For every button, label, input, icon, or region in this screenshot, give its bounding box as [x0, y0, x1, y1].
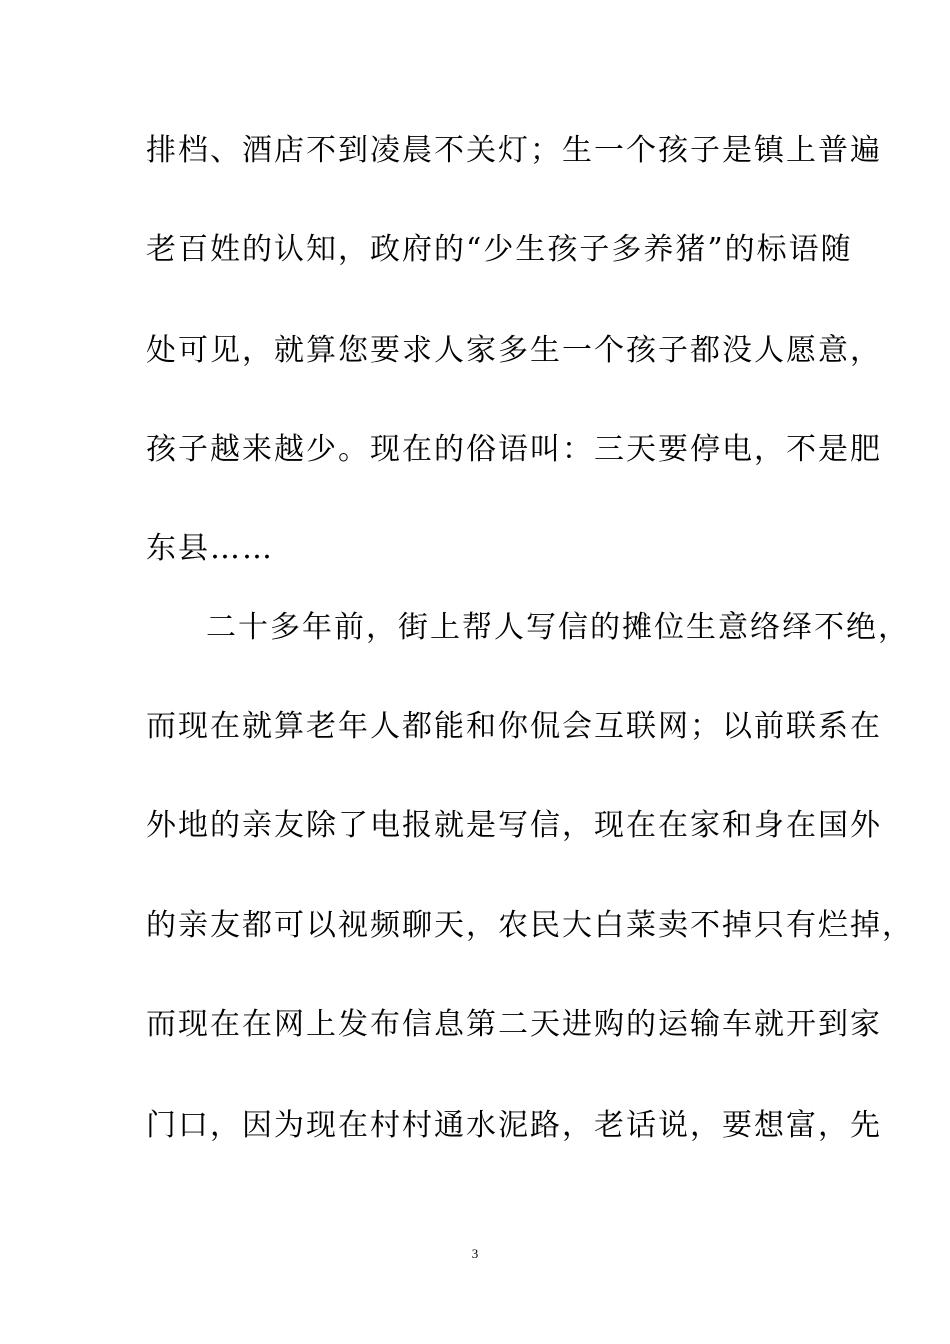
paragraph-first-line: 二十多年前，街上帮人写信的摊位生意络绎不绝，	[206, 610, 910, 645]
text-line: 外地的亲友除了电报就是写信，现在在家和身在国外	[146, 808, 882, 843]
text-line: 东县……	[146, 531, 274, 566]
text-line: 门口，因为现在村村通水泥路，老话说，要想富，先	[146, 1108, 882, 1143]
text-line: 老百姓的认知，政府的“少生孩子多养猪”的标语随	[146, 232, 853, 267]
text-line: 而现在就算老年人都能和你侃会互联网；以前联系在	[146, 709, 882, 744]
page-number: 3	[471, 1246, 479, 1261]
text-line: 处可见，就算您要求人家多生一个孩子都没人愿意，	[146, 333, 882, 368]
text-line: 的亲友都可以视频聊天，农民大白菜卖不掉只有烂掉，	[146, 908, 914, 943]
text-line: 孩子越来越少。现在的俗语叫：三天要停电，不是肥	[146, 432, 882, 467]
text-line: 排档、酒店不到凌晨不关灯；生一个孩子是镇上普遍	[146, 133, 882, 168]
text-line: 而现在在网上发布信息第二天进购的运输车就开到家	[146, 1007, 882, 1042]
